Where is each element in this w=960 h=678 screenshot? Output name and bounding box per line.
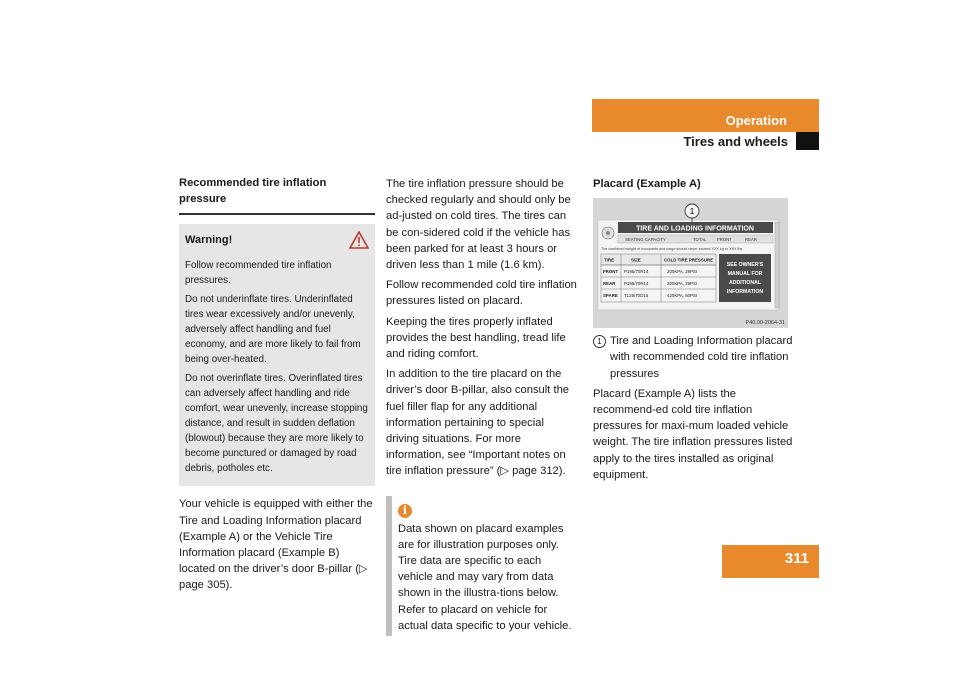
placard-seating: SEATING CAPACITY [625,237,666,243]
placard-front: FRONT [717,237,732,243]
callout-number: 1 [593,335,606,348]
placard-row-1-size: P195/70R14 [624,269,649,275]
warning-triangle-icon [349,231,369,249]
section-header-band [592,99,819,132]
callout-item [593,333,793,382]
placard-row-3-pressure: 420KPA, 60PSI [667,293,698,299]
page-number-box [722,545,819,578]
placard-row-2-pressure: 200KPA, 29PSI [667,281,698,287]
placard-svg [593,198,788,328]
placard-illustration [593,198,788,328]
column-left [179,175,375,598]
placard-row-2-tire: REAR [603,281,616,287]
body-paragraph-1: The tire inflation pressure should be checked regularly and should only be ad-justed on cold tires. The tires can be con-sidered cold if the vehicle has been parked for at least 3 hours or driven less than 1 mile (1.6 km). [386,178,571,272]
placard-combined-weight: The combined weight of occupants and cargo should never exceed XXX kg or XXX lbs. [601,247,744,252]
placard-see-owners-2: MANUAL FOR [727,271,763,278]
column-middle [386,176,579,636]
placard-col-tire: TIRE [604,257,615,263]
section-tab-marker [796,132,819,150]
body-paragraph: Placard (Example A) lists the recommend-ed cold tire inflation pressures for maxi-mum loaded vehicle weight. The tire inflation pressures listed apply to the tires installed as original equipment. [593,387,793,481]
placard-row-3-tire: SPARE [603,293,618,299]
placard-row-3-size: T125/70D15 [624,293,649,299]
placard-col-pressure: COLD TIRE PRESSURE [664,257,714,263]
placard-see-owners-4: INFORMATION [726,289,764,296]
warning-box [179,224,375,486]
placard-heading: TIRE AND LOADING INFORMATION [636,225,754,233]
placard-see-owners-1: SEE OWNER'S [726,262,764,269]
warning-header [185,231,369,249]
body-paragraph-2: Follow recommended cold tire inflation pressures listed on placard. [386,279,577,308]
placard-title: Placard (Example A) [593,178,701,190]
info-icon: i [398,504,412,518]
warning-text-3: Do not overinflate tires. Overinflated tires can adversely affect handling and ride comfort, wear unevenly, increase stopping distance, and result in sudden deflation (blowout) because they are more likely to become punctured or damaged by road debris, potholes etc. [185,373,368,475]
section-title: Operation [725,113,787,128]
body-paragraph-3: Keeping the tires properly inflated provides the best handling, tread life and riding comfort. [386,315,566,361]
placard-row-1-pressure: 200KPA, 29PSI [667,269,698,275]
warning-title: Warning! [185,234,233,247]
placard-callout-number: 1 [689,207,695,217]
section-heading: Recommended tire inflation pressure [179,175,375,215]
placard-code: P40.00-2064-31 [745,320,785,327]
body-paragraph: Your vehicle is equipped with either the Tire and Loading Information placard (Example A) or the Vehicle Tire Information placard (Example B) located on the driver’s door B-pillar (▷ page 305). [179,498,373,592]
subsection-title: Tires and wheels [683,134,788,149]
placard-rear: REAR [745,237,757,243]
info-box [386,496,579,636]
page-number: 311 [784,550,809,567]
placard-col-size: SIZE [631,257,641,263]
warning-text-2: Do not underinflate tires. Underinflated tires wear excessively and/or unevenly, adversely affect handling and fuel economy, and are more likely to fail from being over-heated. [185,294,361,366]
placard-total: TOTAL [693,237,707,243]
callout-text: Tire and Loading Information placard with recommended cold tire inflation pressures [610,335,793,380]
placard-row-1-tire: FRONT [603,269,619,275]
placard-see-owners-3: ADDITIONAL [729,280,761,287]
column-right [593,176,793,487]
placard-row-2-size: P195/70R14 [624,281,649,287]
info-text: Data shown on placard examples are for illustration purposes only. Tire data are specific to each vehicle and may vary from data shown in the illustra-tions below. Refer to placard on vehicle for actual data specific to your vehicle. [398,522,572,632]
body-paragraph-4: In addition to the tire placard on the driver’s door B-pillar, also consult the fuel filler flap for any additional information pertaining to special driving situations. For more information, see “Important notes on tire inflation pressure” (▷ page 312). [386,368,570,478]
warning-text-1: Follow recommended tire inflation pressures. [185,260,332,287]
